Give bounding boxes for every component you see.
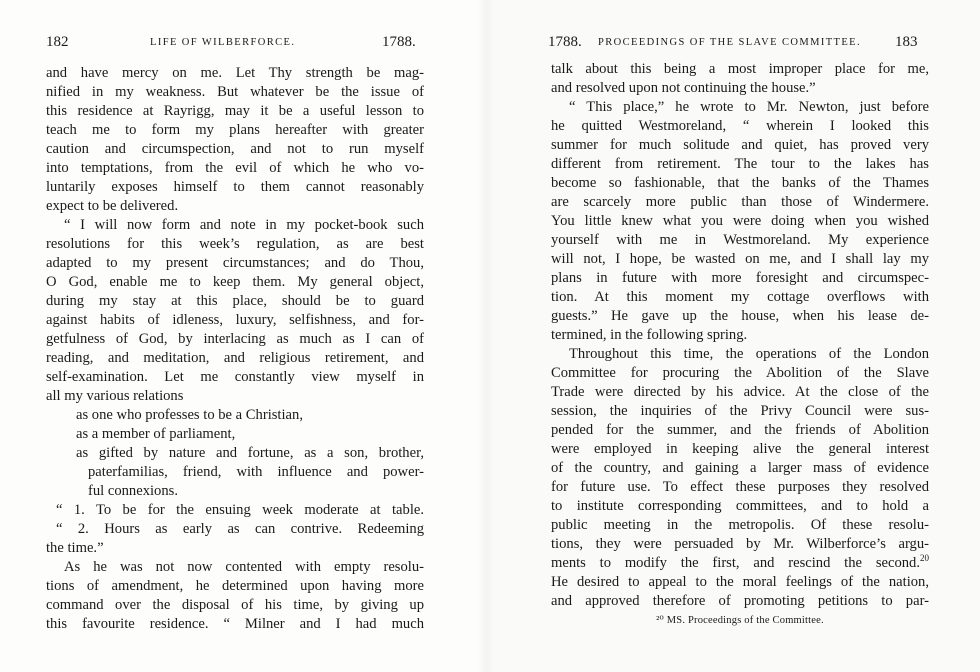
left-page-number: 182 (46, 34, 69, 50)
book-gutter (478, 0, 494, 672)
text-line: luntarily exposes himself to them cannot reasonably (46, 179, 424, 195)
text-line: caution and circumspection, and not to run myself (46, 141, 424, 157)
left-running-title: LIFE OF WILBERFORCE. (150, 37, 296, 48)
text-line: nified in my weakness. But whatever be the issue of (46, 84, 424, 100)
text-line: teach me to form my plans hereafter with greater (46, 122, 424, 138)
text-line: into temptations, from the evil of which he who vo- (46, 160, 424, 176)
text-line: for future use. To effect these purposes they resolved (551, 479, 929, 495)
text-line: the time.” (46, 540, 104, 556)
text-line: were employed in keeping alive the general interest (551, 441, 929, 457)
text-line: to institute corresponding committees, and to hold a (551, 498, 929, 514)
text-line: he quitted Westmoreland, “ wherein I looked this (551, 118, 929, 134)
footnote: ²⁰ MS. Proceedings of the Committee. (656, 615, 824, 626)
text-line: this residence at Rayrigg, may it be a useful lesson to (46, 103, 424, 119)
right-page-body (551, 60, 929, 611)
text-line: “ 1. To be for the ensuing week moderate at table. (56, 502, 424, 518)
text-line: Trade were directed by his advice. At the close of the (551, 384, 929, 400)
text-line: “ This place,” he wrote to Mr. Newton, just before (569, 99, 929, 115)
text-line: public meeting in the metropolis. Of these resolu- (551, 517, 929, 533)
text-line: are scarcely more public than those of Windermere. (551, 194, 929, 210)
text-line: during my stay at this place, should be to guard (46, 293, 424, 309)
text-line: become so fashionable, that the banks of the Thames (551, 175, 929, 191)
left-page-body (46, 64, 424, 634)
text-line: talk about this being a most improper place for me, (551, 61, 929, 77)
footnote-reference: 20 (920, 553, 929, 564)
text-line: will not, I hope, be wasted on me, and I shall lay my (551, 251, 929, 267)
text-line: summer for much solitude and quiet, has proved very (551, 137, 929, 153)
left-running-head (46, 34, 426, 54)
text-line-with-footnote-ref (551, 554, 929, 573)
text-line: all my various relations (46, 388, 184, 404)
text-line: against habits of idleness, luxury, selfishness, and for- (46, 312, 424, 328)
text-line: tion. At this moment my cottage overflows with (551, 289, 929, 305)
left-running-year: 1788. (382, 34, 416, 50)
text-line: ful connexions. (88, 483, 178, 499)
text-line: and resolved upon not continuing the house.” (551, 80, 816, 96)
text-line: getfulness of God, by interlacing as much as I can of (46, 331, 424, 347)
text-line: expect to be delivered. (46, 198, 179, 214)
text-line: of the country, and gaining a larger mass of evidence (551, 460, 929, 476)
text-line: session, the inquiries of the Privy Council were sus- (551, 403, 929, 419)
text-line: Throughout this time, the operations of the London (569, 346, 929, 362)
text-line: reading, and meditation, and religious retirement, and (46, 350, 424, 366)
right-page-number: 183 (895, 34, 918, 50)
text-line: and approved therefore of promoting petitions to par- (551, 593, 929, 609)
text-line: different from retirement. The tour to the lakes has (551, 156, 929, 172)
text-line: as one who professes to be a Christian, (76, 407, 303, 423)
text-line: “ I will now form and note in my pocket-book such (64, 217, 424, 233)
text-line: You little knew what you were doing when you wished (551, 213, 929, 229)
text-line: He desired to appeal to the moral feelings of the nation, (551, 574, 929, 590)
text-line: O God, enable me to keep them. My general object, (46, 274, 424, 290)
text-line: as gifted by nature and fortune, as a son, brother, (76, 445, 424, 461)
text-line: resolutions for this week’s regulation, as are best (46, 236, 424, 252)
text-line: As he was not now contented with empty resolu- (64, 559, 424, 575)
right-running-title: PROCEEDINGS OF THE SLAVE COMMITTEE. (598, 37, 861, 48)
text-line: tions, they were persuaded by Mr. Wilberforce’s argu- (551, 536, 929, 552)
right-running-head (548, 34, 926, 54)
right-running-year: 1788. (548, 34, 582, 50)
text-line-content: ments to modify the first, and rescind the second. (551, 555, 920, 571)
text-line: termined, in the following spring. (551, 327, 748, 343)
text-line: plans in future with more foresight and circumspec- (551, 270, 929, 286)
text-line: paterfamilias, friend, with influence and power- (88, 464, 424, 480)
text-line: command over the disposal of his time, by giving up (46, 597, 424, 613)
text-line: tions of amendment, he determined upon having more (46, 578, 424, 594)
text-line: yourself with me in Westmoreland. My experience (551, 232, 929, 248)
text-line: adapted to my present circumstances; and do Thou, (46, 255, 424, 271)
text-line: as a member of parliament, (76, 426, 236, 442)
text-line: this favourite residence. “ Milner and I had much (46, 616, 424, 632)
text-line: guests.” He gave up the house, when his lease de- (551, 308, 929, 324)
text-line: and have mercy on me. Let Thy strength be mag- (46, 65, 424, 81)
text-line: “ 2. Hours as early as can contrive. Redeeming (56, 521, 424, 537)
text-line: Committee for procuring the Abolition of the Slave (551, 365, 929, 381)
text-line: pended for the summer, and the friends of Abolition (551, 422, 929, 438)
text-line: self-examination. Let me constantly view myself in (46, 369, 424, 385)
